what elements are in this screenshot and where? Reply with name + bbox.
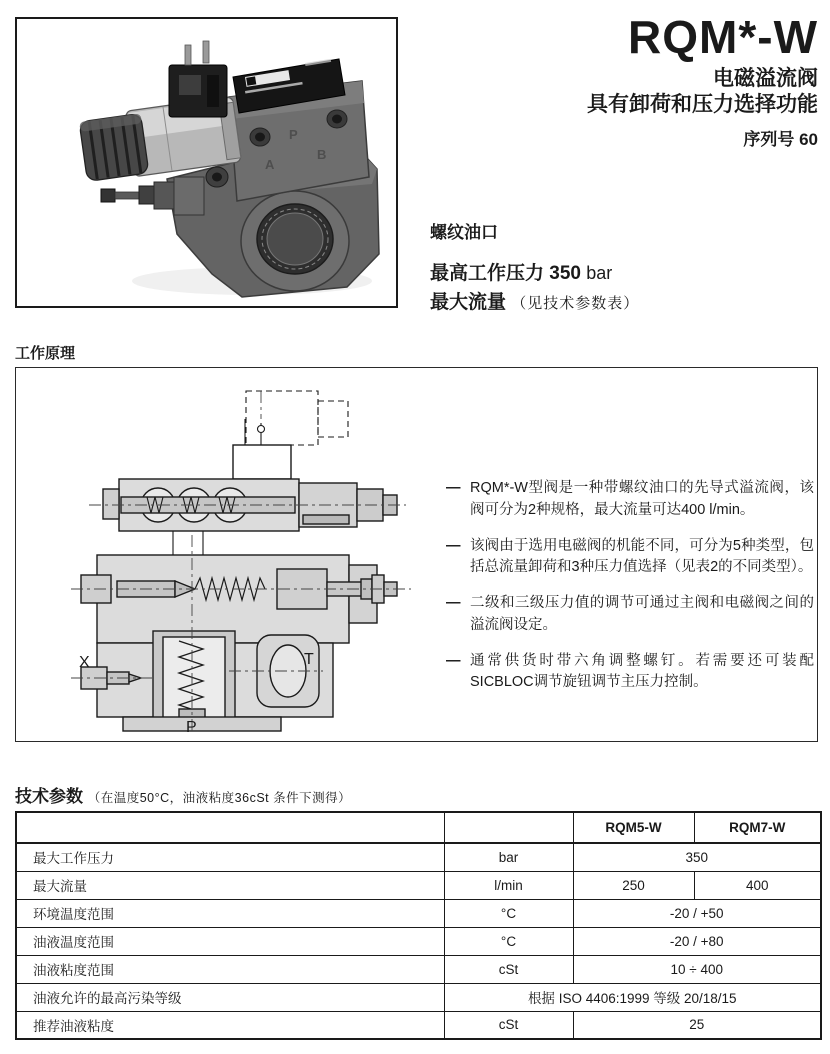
- port-label-x: X: [79, 654, 90, 671]
- valve-cross-section-diagram: [61, 383, 436, 733]
- table-header-row: [16, 812, 821, 843]
- title-block: [587, 11, 818, 150]
- product-subtitle: [587, 66, 818, 117]
- bullet-text: RQM*-W型阀是一种带螺纹油口的先导式溢流阀，该阀可分为2种规格，最大流量可达400 l/min。: [470, 480, 814, 518]
- row-value: -20 / +80: [573, 927, 821, 955]
- bullet-dash: —: [446, 480, 461, 496]
- tech-specs-title: 技术参数: [15, 787, 83, 806]
- table-row: [16, 871, 821, 899]
- max-pressure-line: [430, 260, 639, 317]
- product-code: RQM*-W: [628, 11, 818, 63]
- row-value-rqm5: 250: [573, 871, 694, 899]
- row-unit: cSt: [444, 1011, 573, 1039]
- table-row: [16, 927, 821, 955]
- table-row: [16, 983, 821, 1011]
- row-label: 油液粘度范围: [16, 955, 444, 983]
- row-label: 油液温度范围: [16, 927, 444, 955]
- max-flow-label: 最大流量: [430, 291, 507, 313]
- key-specs-block: [430, 218, 639, 317]
- row-label: 油液允许的最高污染等级: [16, 983, 444, 1011]
- tech-specs-heading: [15, 782, 351, 807]
- max-pressure-unit: bar: [586, 263, 613, 283]
- subtitle-line2: 具有卸荷和压力选择功能: [587, 92, 818, 116]
- row-unit: °C: [444, 927, 573, 955]
- max-pressure-value: 350: [549, 263, 581, 284]
- row-value-rqm7: 400: [694, 871, 821, 899]
- bullet-dash: —: [446, 652, 461, 669]
- working-principle-heading: 工作原理: [15, 345, 76, 362]
- row-value: -20 / +50: [573, 899, 821, 927]
- port-label-t: T: [304, 651, 314, 668]
- valve-photo-illustration: [17, 19, 396, 306]
- row-label: 环境温度范围: [16, 899, 444, 927]
- row-label: 推荐油液粘度: [16, 1011, 444, 1039]
- table-row: [16, 955, 821, 983]
- bullet-item: [446, 536, 814, 580]
- bullet-text: 该阀由于选用电磁阀的机能不同，可分为5种类型，包括总流量卸荷和3种压力值选择（见表2的不同类型）。: [470, 537, 814, 576]
- series-number: 序列号 60: [743, 130, 818, 150]
- row-value: 10 ÷ 400: [573, 955, 821, 983]
- row-label: 最大工作压力: [16, 843, 444, 871]
- ports-type-label: 螺纹油口: [430, 223, 498, 242]
- max-flow-note: （见技术参数表）: [511, 294, 640, 312]
- bullet-text: 二级和三级压力值的调节可通过主阀和电磁阀之间的溢流阀设定。: [470, 595, 814, 633]
- row-value: 350: [573, 843, 821, 871]
- working-principle-bullets: [446, 478, 814, 708]
- row-unit: °C: [444, 899, 573, 927]
- bullet-dash: —: [446, 537, 461, 554]
- tech-specs-table: [15, 811, 822, 1040]
- header-empty-cell: [444, 812, 573, 843]
- bullet-item: [446, 593, 814, 637]
- row-label: 最大流量: [16, 871, 444, 899]
- working-principle-box: [15, 367, 818, 742]
- bullet-item: [446, 651, 814, 695]
- row-value: 25: [573, 1011, 821, 1039]
- bullet-item: [446, 478, 814, 522]
- column-header-rqm7w: RQM7-W: [694, 812, 821, 843]
- bullet-dash: —: [446, 595, 461, 611]
- column-header-rqm5w: RQM5-W: [573, 812, 694, 843]
- table-row: [16, 899, 821, 927]
- table-row: [16, 843, 821, 871]
- table-row: [16, 1011, 821, 1039]
- row-unit: cSt: [444, 955, 573, 983]
- tech-specs-condition-note: （在温度50°C，油液粘度36cSt 条件下测得）: [87, 791, 352, 805]
- cast-letter-b: B: [317, 147, 327, 162]
- row-value: 根据 ISO 4406:1999 等级 20/18/15: [444, 983, 821, 1011]
- port-label-p: P: [186, 719, 197, 733]
- row-unit: bar: [444, 843, 573, 871]
- subtitle-line1: 电磁溢流阀: [713, 67, 818, 90]
- row-unit: l/min: [444, 871, 573, 899]
- max-pressure-label: 最高工作压力: [430, 263, 545, 284]
- cast-letter-p: P: [289, 127, 298, 142]
- header-empty-cell: [16, 812, 444, 843]
- bullet-text: 通常供货时带六角调整螺钉。若需要还可装配SICBLOC调节旋钮调节主压力控制。: [470, 652, 814, 691]
- cast-letter-a: A: [265, 157, 275, 172]
- product-photo-frame: [15, 17, 398, 308]
